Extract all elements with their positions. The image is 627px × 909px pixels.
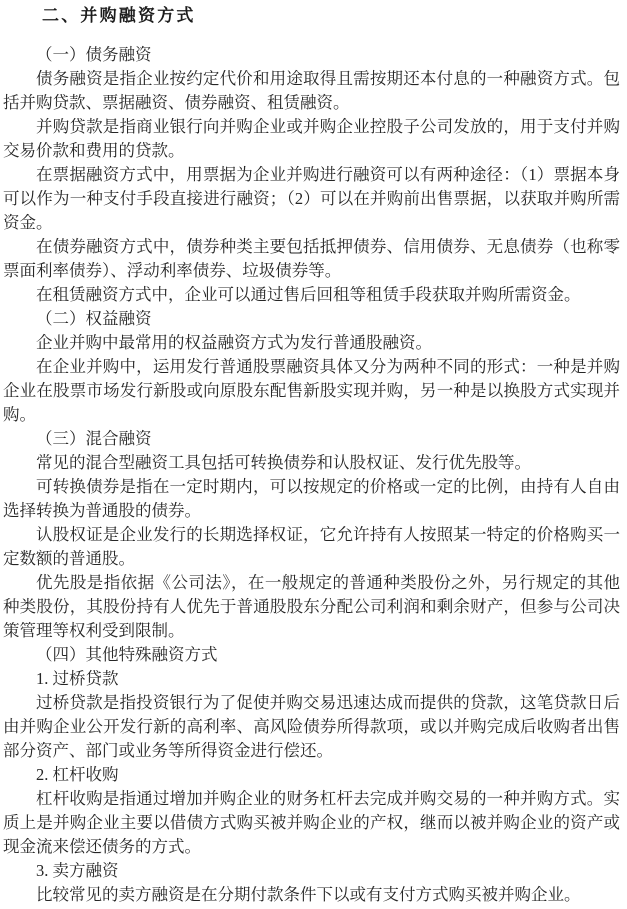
paragraph: 在票据融资方式中，用票据为企业并购进行融资可以有两种途径：（1）票据本身可以作为一种支付手段直接进行融资；（2）可以在并购前出售票据，以获取并购所需资金。	[3, 165, 620, 232]
paragraph: 企业并购中最常用的权益融资方式为发行普通股融资。	[36, 333, 432, 352]
paragraph: 优先股是指依据《公司法》，在一般规定的普通种类股份之外，另行规定的其他种类股份，其股份持有人优先于普通股股东分配公司利润和剩余财产，但参与公司决策管理等权利受到限制。	[3, 573, 620, 640]
paragraph: 并购贷款是指商业银行向并购企业或并购企业控股子公司发放的，用于支付并购交易价款和费用的贷款。	[3, 117, 620, 160]
section-heading: （三）混合融资	[36, 429, 152, 448]
section-heading: （二）权益融资	[36, 309, 152, 328]
section-heading: （一）债务融资	[36, 45, 152, 64]
paragraph: 过桥贷款是指投资银行为了促使并购交易迅速达成而提供的贷款，这笔贷款日后由并购企业公开发行新的高利率、高风险债券所得款项，或以并购完成后收购者出售部分资产、部门或业务等所得资金进行偿还。	[3, 693, 620, 760]
numbered-item-heading: 2. 杠杆收购	[36, 765, 119, 784]
page-title: 二、并购融资方式	[42, 6, 196, 25]
paragraph: 在企业并购中，运用发行普通股票融资具体又分为两种不同的形式：一种是并购企业在股票市场发行新股或向原股东配售新股实现并购，另一种是以换股方式实现并购。	[3, 357, 620, 424]
section-heading: （四）其他特殊融资方式	[36, 645, 218, 664]
paragraph: 债务融资是指企业按约定代价和用途取得且需按期还本付息的一种融资方式。包括并购贷款、票据融资、债券融资、租赁融资。	[3, 69, 620, 112]
document-body	[3, 43, 620, 907]
paragraph: 常见的混合型融资工具包括可转换债券和认股权证、发行优先股等。	[36, 453, 531, 472]
paragraph: 认股权证是企业发行的长期选择权证，它允许持有人按照某一特定的价格购买一定数额的普通股。	[3, 525, 620, 568]
paragraph: 可转换债券是指在一定时期内，可以按规定的价格或一定的比例，由持有人自由选择转换为普通股的债券。	[3, 477, 620, 520]
paragraph: 杠杆收购是指通过增加并购企业的财务杠杆去完成并购交易的一种并购方式。实质上是并购企业主要以借债方式购买被并购企业的产权，继而以被并购企业的资产或现金流来偿还债务的方式。	[3, 789, 620, 856]
paragraph: 在租赁融资方式中，企业可以通过售后回租等租赁手段获取并购所需资金。	[36, 285, 581, 304]
numbered-item-heading: 3. 卖方融资	[36, 861, 119, 880]
numbered-item-heading: 1. 过桥贷款	[36, 669, 119, 688]
paragraph: 比较常见的卖方融资是在分期付款条件下以或有支付方式购买被并购企业。	[36, 885, 581, 904]
paragraph: 在债券融资方式中，债券种类主要包括抵押债券、信用债券、无息债券（也称零票面利率债券）、浮动利率债券、垃圾债券等。	[3, 237, 620, 280]
